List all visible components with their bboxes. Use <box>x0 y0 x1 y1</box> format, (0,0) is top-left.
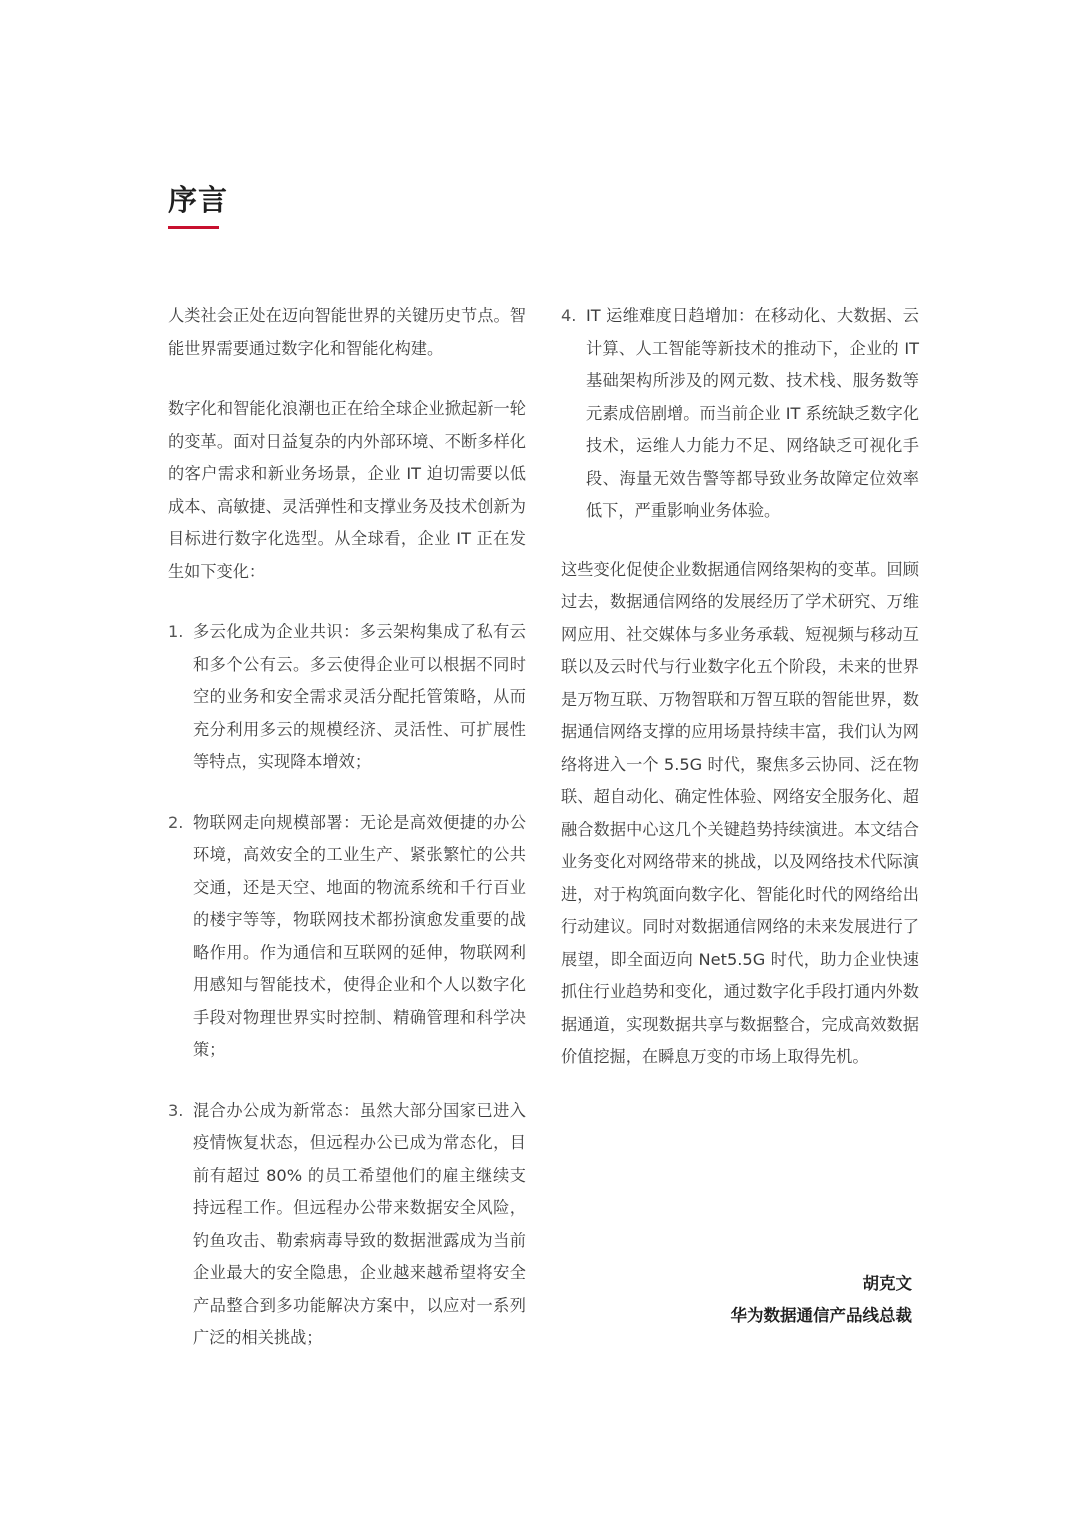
page-title: 序言 <box>168 183 229 217</box>
author-name: 胡克文 <box>862 1274 912 1293</box>
spacer <box>168 779 526 807</box>
body-paragraph: 这些变化促使企业数据通信网络架构的变革。回顾过去，数据通信网络的发展经历了学术研究、万维网应用、社交媒体与多业务承载、短视频与移动互联以及云时代与行业数字化五个阶段，未来的世界是万物互联、万物智联和万智互联的智能世界，数据通信网络支撑的应用场景持续丰富，我们认为网络将进入一个 5.5G 时代，聚焦多云协同、泛在物联、超自动化、确定性体验、网络安全服务化、超融合数据中心这几个关键趋势持续演进。本文结合业务变化对网络带来的挑战，以及网络技术代际演进，对于构筑面向数字化、智能化时代的网络给出行动建议。同时对数据通信网络的未来发展进行了展望，即全面迈向 Net5.5G 时代，助力企业快速抓住行业趋势和变化，通过数字化手段打通内外数据通道，实现数据共享与数据整合，完成高效数据价值挖掘，在瞬息万变的市场上取得先机。 <box>561 559 919 1066</box>
list-item <box>168 807 526 1067</box>
list-item-text: IT 运维难度日趋增加：在移动化、大数据、云计算、人工智能等新技术的推动下，企业的 IT 基础架构所涉及的网元数、技术栈、服务数等元素成倍剧增。而当前企业 IT 系统缺乏数字化技术，运维人力能力不足、网络缺乏可视化手段、海量无效告警等都导致业务故障定位效率低下，严重影响业务体验。 <box>586 306 919 520</box>
intro-paragraph-1: 人类社会正处在迈向智能世界的关键历史节点。智能世界需要通过数字化和智能化构建。 <box>168 306 526 358</box>
spacer <box>168 365 526 393</box>
spacer <box>168 588 526 616</box>
list-number: 1. <box>168 622 184 641</box>
author-title: 华为数据通信产品线总裁 <box>730 1306 912 1325</box>
list-number: 3. <box>168 1100 184 1120</box>
left-column <box>168 300 526 1355</box>
list-item <box>561 300 919 528</box>
signature-block <box>731 1268 913 1332</box>
list-item-text: 物联网走向规模部署：无论是高效便捷的办公环境，高效安全的工业生产、紧张繁忙的公共交通，还是天空、地面的物流系统和千行百业的楼宇等等，物联网技术都扮演愈发重要的战略作用。作为通信和互联网的延伸，物联网利用感知与智能技术，使得企业和个人以数字化手段对物理世界实时控制、精确管理和科学决策； <box>193 812 526 1059</box>
list-number: 2. <box>168 812 184 832</box>
list-item <box>168 616 526 779</box>
list-number: 4. <box>561 306 577 325</box>
spacer <box>561 528 919 554</box>
list-item-text: 多云化成为企业共识：多云架构集成了私有云和多个公有云。多云使得企业可以根据不同时空的业务和安全需求灵活分配托管策略，从而充分利用多云的规模经济、灵活性、可扩展性等特点，实现降本增效； <box>193 622 526 771</box>
title-underline <box>168 226 219 229</box>
list-item-text: 混合办公成为新常态：虽然大部分国家已进入疫情恢复状态，但远程办公已成为常态化，目前有超过 80% 的员工希望他们的雇主继续支持远程工作。但远程办公带来数据安全风险，钓鱼攻击、勒索病毒导致的数据泄露成为当前企业最大的安全隐患，企业越来越希望将安全产品整合到多功能解决方案中，以应对一系列广泛的相关挑战； <box>193 1100 526 1347</box>
intro-paragraph-2: 数字化和智能化浪潮也正在给全球企业掀起新一轮的变革。面对日益复杂的内外部环境、不断多样化的客户需求和新业务场景，企业 IT 迫切需要以低成本、高敏捷、灵活弹性和支撑业务及技术创新为目标进行数字化选型。从全球看，企业 IT 正在发生如下变化： <box>168 399 526 581</box>
right-column <box>561 300 919 1074</box>
spacer <box>168 1067 526 1095</box>
list-item <box>168 1095 526 1355</box>
